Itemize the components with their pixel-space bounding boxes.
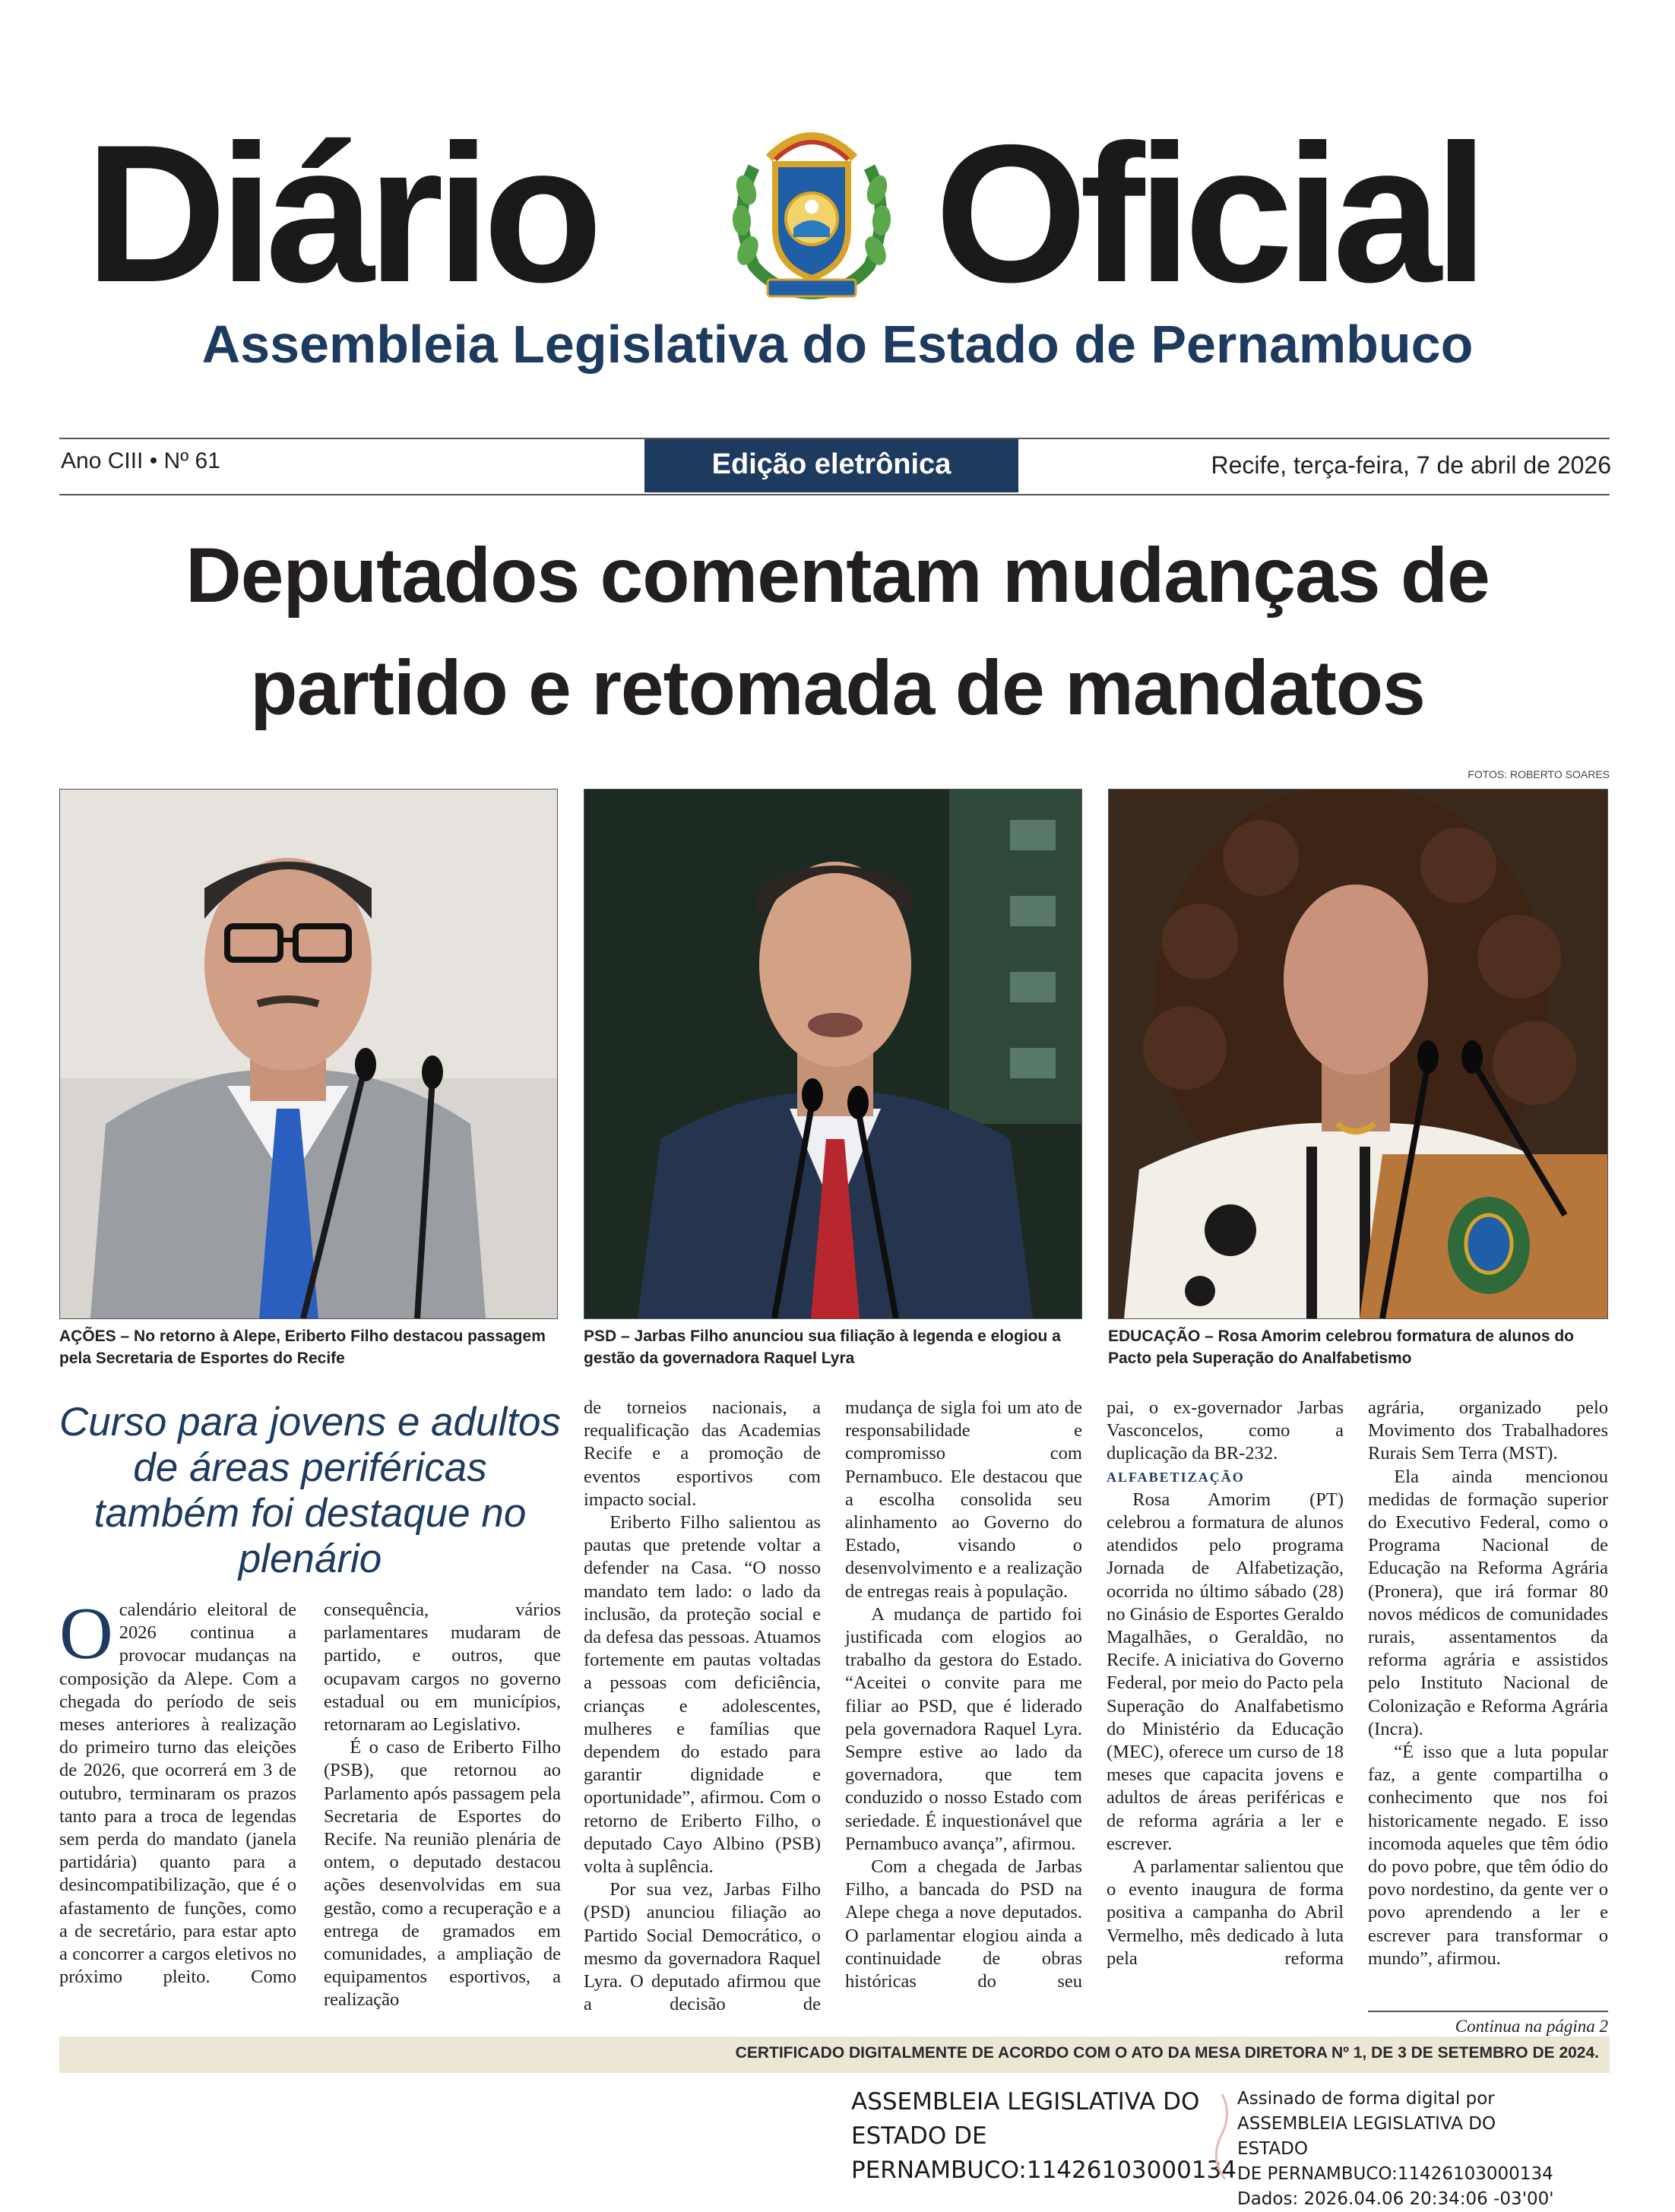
article-paragraph: Rosa Amorim (PT) celebrou a formatura de alunos atendidos pelo programa Jornada de Alfabetização, ocorrida no último sábado (28) no Ginásio de Esportes Geraldo Magalhães, o Geraldão, no Recife. A iniciativa do Governo Federal, por meio do Pacto pela Superação do Analfabetismo do Ministério da Educação (MEC), oferece um curso de 18 meses que capacita jovens e adultos de áreas periféricas e de reforma agrária a ler e escrever. [1107, 1489, 1344, 1854]
continued-rule [1368, 2011, 1608, 2012]
masthead-subtitle: Assembleia Legislativa do Estado de Pernambuco [201, 315, 1474, 374]
signature-line: Dados: 2026.04.06 20:34:06 -03'00' [1237, 2189, 1554, 2209]
signature-line: Assinado de forma digital por [1237, 2089, 1495, 2109]
article-paragraph: A mudança de partido foi justificada com elogios ao trabalho da gestora do Estado. “Aceitei o convite para me filiar ao PSD, que é liderado pela governadora Raquel Lyra. Sempre estive ao lado da governadora, que tem conduzido o nosso Estado com seriedade. É inquestionável que Pernambuco avança”, afirmou. [845, 1603, 1082, 1854]
photo-caption-3: EDUCAÇÃO – Rosa Amorim celebrou formatura de alunos do Pacto pela Superação do Analfabetismo [1108, 1328, 1574, 1367]
article-paragraph: pai, o ex-governador Jarbas Vasconcelos, como a duplicação da BR-232. [1107, 1397, 1344, 1464]
article-paragraph: A parlamentar salientou que o evento inaugura de forma positiva a campanha do Abril Vermelho, mês dedicado à luta pela reforma [1107, 1856, 1344, 1969]
infobar-bottom-rule [59, 494, 1610, 495]
article-column-2 [324, 1599, 561, 2012]
headline-line-2: partido e retomada de mandatos [250, 644, 1425, 731]
photo-jarbas-filho [584, 789, 1082, 1319]
photo-rosa-amorim [1108, 789, 1608, 1319]
signature-stamp-icon [1207, 2091, 1237, 2182]
article-paragraph: agrária, organizado pelo Movimento dos Trabalhadores Rurais Sem Terra (MST). [1368, 1397, 1608, 1464]
continued-on-page-link[interactable]: Continua na página 2 [1455, 2017, 1608, 2036]
signature-line: ASSEMBLEIA LEGISLATIVA DO [851, 2088, 1200, 2115]
photo-eriberto-filho [59, 789, 558, 1319]
article-column-1 [59, 1593, 296, 1989]
signature-line: PERNAMBUCO:11426103000134 [851, 2157, 1236, 2184]
certification-text: CERTIFICADO DIGITALMENTE DE ACORDO COM O ATO DA MESA DIRETORA Nº 1, DE 3 DE SETEMBRO DE 2024. [735, 2044, 1599, 2062]
digital-signature-signer [851, 2085, 1246, 2188]
article-paragraph: consequência, vários parlamentares mudaram de partido, e outros, que ocupavam cargos no governo estadual ou em municípios, retornaram ao Legislativo. [324, 1600, 561, 1736]
pernambuco-coat-of-arms-icon [724, 122, 900, 304]
article-paragraph: Com a chegada de Jarbas Filho, a bancada do PSD na Alepe chega a nove deputados. O parlamentar elogiou ainda a continuidade de obras históricas do seu [845, 1856, 1082, 1992]
photo-caption-2: PSD – Jarbas Filho anunciou sua filiação à legenda e elogiou a gestão da governadora Raquel Lyra [584, 1328, 1061, 1367]
issue-date: Recife, terça-feira, 7 de abril de 2026 [1211, 451, 1611, 479]
digital-signature-details [1237, 2087, 1572, 2212]
article-paragraph: Eriberto Filho salientou as pautas que pretende voltar a defender na Casa. “O nosso mandato tem lado: o lado da inclusão, da proteção social e da defesa das pessoas. Atuamos fortemente em pautas voltadas a pessoas com deficiência, crianças e adolescentes, mulheres e famílias que dependem do estado para garantir dignidade e oportunidade”, afirmou. Com o retorno de Eriberto Filho, o deputado Cayo Albino (PSB) volta à suplência. [584, 1512, 821, 1878]
masthead-title-diario: Diário [85, 103, 596, 323]
article-paragraph: calendário eleitoral de 2026 continua a provocar mudanças na composição da Alepe. Com a chegada do período de seis meses anteriores à realização do primeiro turno das eleições de 2026, que ocorrerá em 3 de outubro, terminaram os prazos tanto para a troca de legendas sem perda do mandato (janela partidária) quanto para a desincompatibilização, que é o afastamento de funções, como a de secretário, para estar apto a concorrer a cargos eletivos no próximo pleito. Como [59, 1600, 296, 1988]
article-deck: Curso para jovens e adultos de áreas periféricas também foi destaque no plenário [59, 1400, 561, 1581]
article-column-4 [845, 1397, 1082, 1993]
section-subhead: ALFABETIZAÇÃO [1107, 1469, 1245, 1485]
headline-line-1: Deputados comentam mudanças de [185, 532, 1490, 619]
signature-line: ESTADO DE [851, 2122, 987, 2150]
article-dropcap: O [59, 1593, 113, 1675]
article-paragraph: Por sua vez, Jarbas Filho (PSD) anunciou filiação ao Partido Social Democrático, o mesmo da governadora Raquel Lyra. O deputado afirmou que a decisão de [584, 1879, 821, 2015]
article-paragraph: de torneios nacionais, a requalificação das Academias Recife e a promoção de eventos esportivos com impacto social. [584, 1397, 821, 1510]
article-paragraph: Ela ainda mencionou medidas de formação superior do Executivo Federal, como o Programa Nacional de Educação na Reforma Agrária (Pronera), que irá formar 80 novos médicos de comunidades rurais, assentamentos da reforma agrária e assistidos pelo Instituto Nacional de Colonização e Reforma Agrária (Incra). [1368, 1466, 1608, 1739]
photo-credit: FOTOS: ROBERTO SOARES [1468, 768, 1610, 780]
article-column-5 [1107, 1397, 1344, 1970]
article-paragraph: É o caso de Eriberto Filho (PSB), que retornou ao Parlamento após passagem pela Secretaria de Esportes do Recife. Na reunião plenária de ontem, o deputado destacou ações desenvolvidas em sua gestão, como a recuperação e a entrega de gramados em comunidades, a ampliação de equipamentos esportivos, a realização [324, 1737, 561, 2011]
article-column-6 [1368, 1397, 1608, 1970]
article-paragraph: “É isso que a luta popular faz, a gente compartilha o conhecimento que nos foi historicamente negado. E isso incomoda aqueles que têm ódio do povo pobre, que têm ódio do povo nordestino, da gente ver o povo aprendendo a ler e escrever para transformar o mundo”, afirmou. [1368, 1742, 1608, 1969]
masthead-title-oficial: Oficial [935, 103, 1481, 323]
article-paragraph: mudança de sigla foi um ato de responsabilidade e compromisso com Pernambuco. Ele destacou que a escolha consolida seu alinhamento ao Governo do Estado, visando o desenvolvimento e a realização de entregas reais à população. [845, 1397, 1082, 1602]
issue-number: Ano CIII • Nº 61 [61, 448, 220, 473]
signature-line: DE PERNAMBUCO:11426103000134 [1237, 2164, 1553, 2184]
photo-caption-1: AÇÕES – No retorno à Alepe, Eriberto Filho destacou passagem pela Secretaria de Esportes do Recife [59, 1328, 546, 1367]
edition-label: Edição eletrônica [711, 448, 951, 480]
signature-line: ASSEMBLEIA LEGISLATIVA DO ESTADO [1237, 2114, 1496, 2159]
article-column-3 [584, 1397, 821, 2016]
